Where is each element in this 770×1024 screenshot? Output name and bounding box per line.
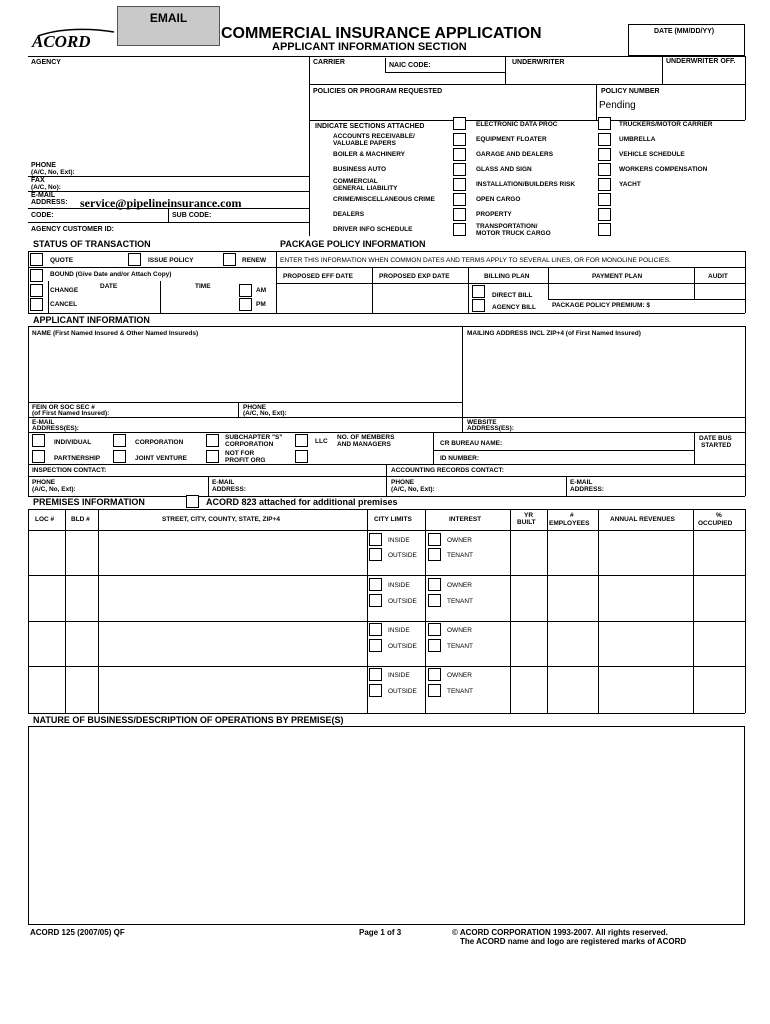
section-umbrella: UMBRELLA bbox=[619, 136, 656, 143]
acord-logo-icon bbox=[30, 26, 116, 54]
outside-label: OUTSIDE bbox=[388, 552, 417, 559]
section-checkbox[interactable] bbox=[598, 178, 611, 191]
email-address-label: ADDRESS: bbox=[31, 199, 68, 206]
inside-checkbox[interactable] bbox=[369, 533, 382, 546]
direct-bill-label: DIRECT BILL bbox=[492, 292, 533, 299]
direct-bill-checkbox[interactable] bbox=[472, 285, 485, 298]
inside-label: INSIDE bbox=[388, 672, 410, 679]
package-title: PACKAGE POLICY INFORMATION bbox=[280, 239, 426, 249]
code-label: CODE: bbox=[31, 212, 54, 219]
quote-checkbox[interactable] bbox=[30, 253, 43, 266]
agency-label: AGENCY bbox=[31, 59, 61, 66]
section-transportation: TRANSPORTATION/ bbox=[476, 223, 538, 230]
outside-checkbox[interactable] bbox=[369, 548, 382, 561]
premises-title: PREMISES INFORMATION bbox=[33, 497, 145, 507]
section-electronic-data: ELECTRONIC DATA PROC bbox=[476, 121, 558, 128]
section-vehicle-schedule: VEHICLE SCHEDULE bbox=[619, 151, 685, 158]
acord-823-label: ACORD 823 attached for additional premises bbox=[206, 497, 398, 507]
accounting-phone-label: PHONE bbox=[391, 479, 415, 486]
section-checkbox[interactable] bbox=[598, 208, 611, 221]
phone-label: PHONE bbox=[243, 404, 267, 411]
section-equipment-floater: EQUIPMENT FLOATER bbox=[476, 136, 547, 143]
phone-label: PHONE bbox=[31, 162, 56, 169]
outside-checkbox[interactable] bbox=[369, 594, 382, 607]
profit-org-label: PROFIT ORG bbox=[225, 457, 266, 464]
section-checkbox[interactable] bbox=[598, 148, 611, 161]
section-checkbox[interactable] bbox=[598, 193, 611, 206]
section-valuable-papers: VALUABLE PAPERS bbox=[333, 140, 396, 147]
nature-title: NATURE OF BUSINESS/DESCRIPTION OF OPERATIONS BY PREMISE(S) bbox=[33, 715, 344, 725]
acord-823-checkbox[interactable] bbox=[186, 495, 199, 508]
owner-checkbox[interactable] bbox=[428, 578, 441, 591]
section-checkbox[interactable] bbox=[453, 133, 466, 146]
inside-label: INSIDE bbox=[388, 537, 410, 544]
date-label: DATE bbox=[100, 283, 118, 290]
subchapter-corp-label: CORPORATION bbox=[225, 441, 274, 448]
phone-sub: (A/C, No, Ext): bbox=[31, 169, 75, 176]
bound-label: BOUND (Give Date and/or Attach Copy) bbox=[50, 271, 172, 278]
inspection-email-sub: ADDRESS: bbox=[212, 486, 246, 493]
am-label: AM bbox=[256, 287, 267, 294]
inside-label: INSIDE bbox=[388, 582, 410, 589]
inside-checkbox[interactable] bbox=[369, 578, 382, 591]
owner-label: OWNER bbox=[447, 582, 472, 589]
owner-label: OWNER bbox=[447, 627, 472, 634]
accounting-email-label: E-MAIL bbox=[570, 479, 593, 486]
am-checkbox[interactable] bbox=[239, 284, 252, 297]
tenant-label: TENANT bbox=[447, 598, 473, 605]
name-label: NAME (First Named Insured & Other Named Insureds) bbox=[32, 330, 199, 337]
joint-venture-label: JOINT VENTURE bbox=[135, 455, 188, 462]
section-checkbox[interactable] bbox=[598, 223, 611, 236]
section-checkbox[interactable] bbox=[453, 208, 466, 221]
section-garage: GARAGE AND DEALERS bbox=[476, 151, 554, 158]
section-general-liability: GENERAL LIABILITY bbox=[333, 185, 398, 192]
section-workers-comp: WORKERS COMPENSATION bbox=[619, 166, 708, 173]
individual-checkbox[interactable] bbox=[32, 434, 45, 447]
date-label: DATE (MM/DD/YY) bbox=[654, 28, 715, 35]
not-for-label: NOT FOR bbox=[225, 450, 255, 457]
llc-label: LLC bbox=[315, 438, 328, 445]
policy-number-label: POLICY NUMBER bbox=[601, 88, 660, 95]
inside-label: INSIDE bbox=[388, 627, 410, 634]
form-title: COMMERCIAL INSURANCE APPLICATION bbox=[221, 25, 542, 42]
nature-of-business-field[interactable] bbox=[28, 726, 745, 925]
section-glass-sign: GLASS AND SIGN bbox=[476, 166, 532, 173]
not-for-profit-checkbox[interactable] bbox=[206, 450, 219, 463]
section-yacht: YACHT bbox=[619, 181, 641, 188]
section-checkbox[interactable] bbox=[453, 117, 466, 130]
outside-label: OUTSIDE bbox=[388, 598, 417, 605]
audit-label: AUDIT bbox=[708, 273, 728, 280]
section-boiler: BOILER & MACHINERY bbox=[333, 151, 405, 158]
revenues-header: ANNUAL REVENUES bbox=[610, 516, 675, 523]
individual-label: INDIVIDUAL bbox=[54, 439, 92, 446]
street-header: STREET, CITY, COUNTY, STATE, ZIP+4 bbox=[162, 516, 281, 523]
llc-checkbox[interactable] bbox=[295, 434, 308, 447]
partnership-checkbox[interactable] bbox=[32, 450, 45, 463]
email-button[interactable]: EMAIL bbox=[117, 6, 220, 46]
pm-label: PM bbox=[256, 301, 266, 308]
built-header: BUILT bbox=[517, 519, 536, 526]
owner-label: OWNER bbox=[447, 672, 472, 679]
inspection-phone-label: PHONE bbox=[32, 479, 56, 486]
section-checkbox[interactable] bbox=[598, 133, 611, 146]
change-checkbox[interactable] bbox=[30, 284, 43, 297]
eff-date-label: PROPOSED EFF DATE bbox=[283, 273, 353, 280]
id-number-label: ID NUMBER: bbox=[440, 455, 479, 462]
tenant-checkbox[interactable] bbox=[428, 684, 441, 697]
agency-bill-label: AGENCY BILL bbox=[492, 304, 536, 311]
tenant-checkbox[interactable] bbox=[428, 548, 441, 561]
status-title: STATUS OF TRANSACTION bbox=[33, 239, 151, 249]
website-label: WEBSITE bbox=[467, 419, 497, 426]
page-number: Page 1 of 3 bbox=[359, 928, 402, 937]
agency-bill-checkbox[interactable] bbox=[472, 299, 485, 312]
change-label: CHANGE bbox=[50, 287, 79, 294]
section-open-cargo: OPEN CARGO bbox=[476, 196, 521, 203]
emp-num-header: # bbox=[570, 512, 574, 519]
inspection-contact-label: INSPECTION CONTACT: bbox=[32, 467, 107, 474]
outside-label: OUTSIDE bbox=[388, 643, 417, 650]
agency-email-value[interactable]: service@pipelineinsurance.com bbox=[80, 196, 242, 210]
tenant-label: TENANT bbox=[447, 643, 473, 650]
occupied-header: OCCUPIED bbox=[698, 520, 733, 527]
bld-header: BLD # bbox=[71, 516, 90, 523]
payment-plan-label: PAYMENT PLAN bbox=[592, 273, 643, 280]
issue-policy-label: ISSUE POLICY bbox=[148, 257, 194, 264]
inside-checkbox[interactable] bbox=[369, 623, 382, 636]
fax-label: FAX bbox=[31, 177, 45, 184]
form-number: ACORD 125 (2007/05) QF bbox=[30, 928, 125, 937]
copyright: © ACORD CORPORATION 1993-2007. All rights reserved. bbox=[452, 928, 668, 937]
date-bus-started: STARTED bbox=[701, 442, 732, 449]
employees-header: EMPLOYEES bbox=[549, 520, 590, 527]
section-property: PROPERTY bbox=[476, 211, 512, 218]
owner-checkbox[interactable] bbox=[428, 623, 441, 636]
section-driver-info: DRIVER INFO SCHEDULE bbox=[333, 226, 413, 233]
section-installation: INSTALLATION/BUILDERS RISK bbox=[476, 181, 576, 188]
cancel-label: CANCEL bbox=[50, 301, 78, 308]
renew-label: RENEW bbox=[242, 257, 267, 264]
package-premium-label: PACKAGE POLICY PREMIUM: $ bbox=[552, 302, 650, 309]
applicant-title: APPLICANT INFORMATION bbox=[33, 315, 150, 325]
yr-header: YR bbox=[524, 512, 534, 519]
policy-number-value[interactable]: Pending bbox=[599, 100, 636, 111]
renew-checkbox[interactable] bbox=[223, 253, 236, 266]
form-subtitle: APPLICANT INFORMATION SECTION bbox=[272, 41, 467, 53]
time-label: TIME bbox=[195, 283, 211, 290]
section-checkbox[interactable] bbox=[453, 148, 466, 161]
svg-text:ACORD: ACORD bbox=[32, 32, 91, 51]
date-bus-label: DATE BUS bbox=[699, 435, 732, 442]
email-label: E-MAIL bbox=[31, 192, 56, 199]
section-accounts-receivable: ACCOUNTS RECEIVABLE/ bbox=[333, 133, 415, 140]
acord-logo bbox=[30, 26, 116, 54]
section-checkbox[interactable] bbox=[453, 163, 466, 176]
agency-customer-id-label: AGENCY CUSTOMER ID: bbox=[31, 226, 114, 233]
email-label: E-MAIL bbox=[32, 419, 55, 426]
section-truckers: TRUCKERS/MOTOR CARRIER bbox=[619, 121, 713, 128]
carrier-label: CARRIER bbox=[313, 59, 345, 66]
section-checkbox[interactable] bbox=[453, 178, 466, 191]
sub-code-label: SUB CODE: bbox=[172, 212, 212, 219]
accounting-phone-sub: (A/C, No, Ext): bbox=[391, 486, 435, 493]
joint-venture-checkbox[interactable] bbox=[113, 450, 126, 463]
section-business-auto: BUSINESS AUTO bbox=[333, 166, 387, 173]
outside-label: OUTSIDE bbox=[388, 688, 417, 695]
naic-label: NAIC CODE: bbox=[389, 62, 431, 69]
owner-label: OWNER bbox=[447, 537, 472, 544]
billing-plan-label: BILLING PLAN bbox=[484, 273, 530, 280]
tenant-label: TENANT bbox=[447, 552, 473, 559]
exp-date-label: PROPOSED EXP DATE bbox=[379, 273, 450, 280]
accounting-email-sub: ADDRESS: bbox=[570, 486, 604, 493]
underwriter-office-label: UNDERWRITER OFF. bbox=[666, 58, 736, 65]
loc-header: LOC # bbox=[35, 516, 55, 523]
email-sub: ADDRESS(ES): bbox=[32, 425, 79, 432]
accounting-contact-label: ACCOUNTING RECORDS CONTACT: bbox=[391, 467, 504, 474]
section-motor-truck-cargo: MOTOR TRUCK CARGO bbox=[476, 230, 551, 237]
phone-sub: (A/C, No, Ext): bbox=[243, 410, 287, 417]
issue-policy-checkbox[interactable] bbox=[128, 253, 141, 266]
outside-checkbox[interactable] bbox=[369, 684, 382, 697]
policies-label: POLICIES OR PROGRAM REQUESTED bbox=[313, 88, 443, 95]
managers-label: AND MANAGERS bbox=[337, 441, 391, 448]
corporation-label: CORPORATION bbox=[135, 439, 184, 446]
owner-checkbox[interactable] bbox=[428, 533, 441, 546]
trademark-notice: The ACORD name and logo are registered marks of ACORD bbox=[460, 937, 687, 946]
bound-checkbox[interactable] bbox=[30, 269, 43, 282]
section-checkbox[interactable] bbox=[453, 223, 466, 236]
mailing-address-label: MAILING ADDRESS INCL ZIP+4 (of First Named Insured) bbox=[467, 330, 641, 337]
section-checkbox[interactable] bbox=[598, 163, 611, 176]
fax-sub: (A/C, No): bbox=[31, 184, 61, 191]
section-checkbox[interactable] bbox=[453, 193, 466, 206]
inspection-email-label: E-MAIL bbox=[212, 479, 235, 486]
underwriter-label: UNDERWRITER bbox=[512, 59, 565, 66]
subchapter-s-checkbox[interactable] bbox=[206, 434, 219, 447]
pct-header: % bbox=[716, 512, 722, 519]
outside-checkbox[interactable] bbox=[369, 639, 382, 652]
cancel-checkbox[interactable] bbox=[30, 298, 43, 311]
members-label: NO. OF MEMBERS bbox=[337, 434, 395, 441]
section-commercial: COMMERCIAL bbox=[333, 178, 378, 185]
other-entity-checkbox[interactable] bbox=[295, 450, 308, 463]
city-limits-header: CITY LIMITS bbox=[374, 516, 412, 523]
interest-header: INTEREST bbox=[449, 516, 482, 523]
indicate-sections-label: INDICATE SECTIONS ATTACHED bbox=[315, 123, 425, 130]
quote-label: QUOTE bbox=[50, 257, 74, 264]
owner-checkbox[interactable] bbox=[428, 668, 441, 681]
inside-checkbox[interactable] bbox=[369, 668, 382, 681]
subchapter-label: SUBCHAPTER "S" bbox=[225, 434, 283, 441]
partnership-label: PARTNERSHIP bbox=[54, 455, 101, 462]
tenant-label: TENANT bbox=[447, 688, 473, 695]
section-checkbox[interactable] bbox=[598, 117, 611, 130]
website-sub: ADDRESS(ES): bbox=[467, 425, 514, 432]
inspection-phone-sub: (A/C, No, Ext): bbox=[32, 486, 76, 493]
section-crime: CRIME/MISCELLANEOUS CRIME bbox=[333, 196, 435, 203]
corporation-checkbox[interactable] bbox=[113, 434, 126, 447]
fein-label: FEIN OR SOC SEC # bbox=[32, 404, 95, 411]
section-dealers: DEALERS bbox=[333, 211, 365, 218]
tenant-checkbox[interactable] bbox=[428, 639, 441, 652]
cr-bureau-label: CR BUREAU NAME: bbox=[440, 440, 503, 447]
fein-sub: (of First Named Insured): bbox=[32, 410, 110, 417]
tenant-checkbox[interactable] bbox=[428, 594, 441, 607]
pm-checkbox[interactable] bbox=[239, 298, 252, 311]
package-note: ENTER THIS INFORMATION WHEN COMMON DATES AND TERMS APPLY TO SEVERAL LINES, OR FOR MONOLINE POLICIES. bbox=[280, 257, 671, 264]
